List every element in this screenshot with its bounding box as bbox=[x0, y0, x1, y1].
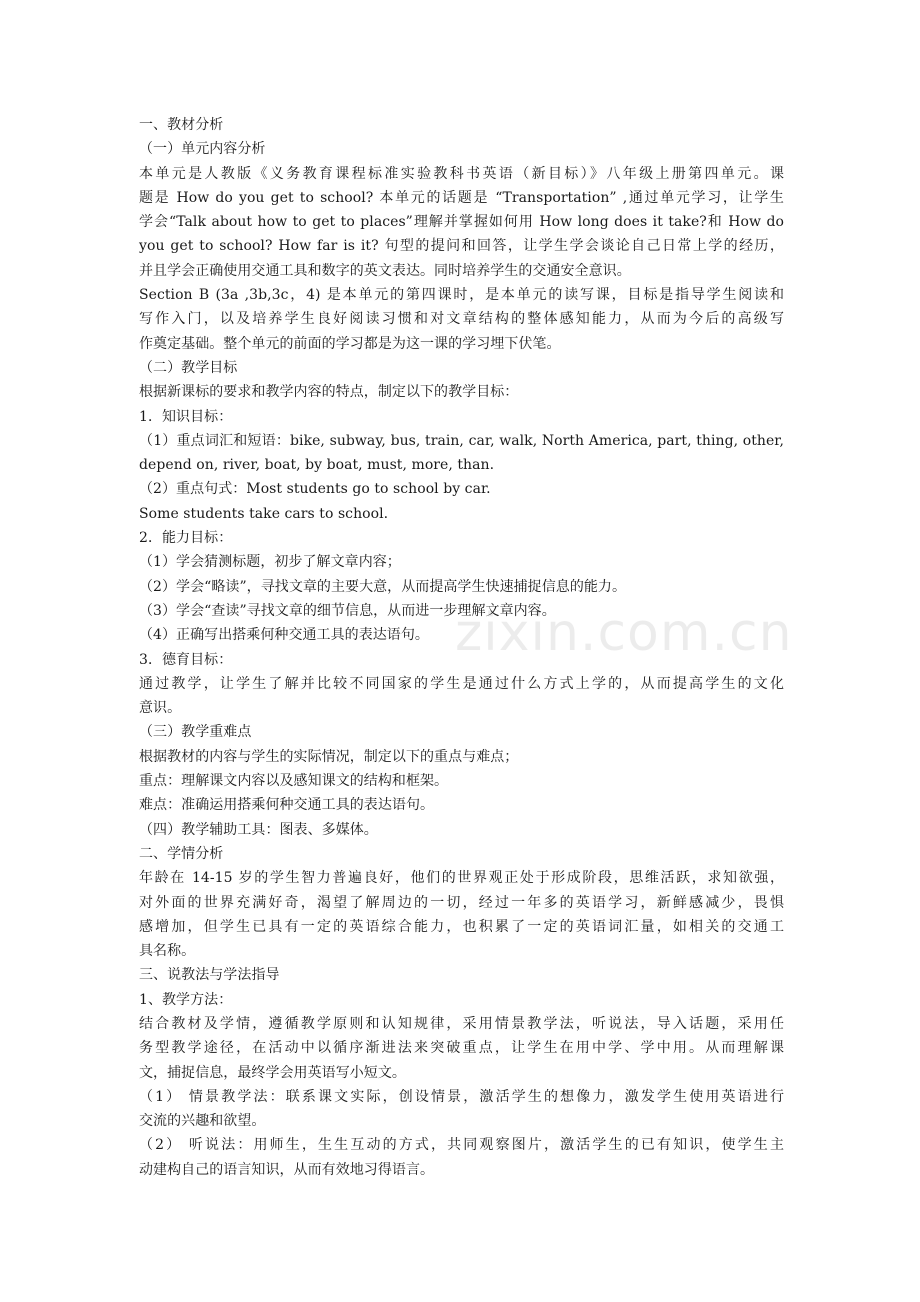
text-line: （3）学会“查读”寻找文章的细节信息，从而进一步理解文章内容。 bbox=[139, 602, 556, 619]
text-line: （2） 听说法：用师生，生生互动的方式，共同观察图片，激活学生的已有知识，使学生主 bbox=[139, 1137, 784, 1154]
text-line: 结合教材及学情，遵循教学原则和认知规律，采用情景教学法，听说法，导入话题，采用任 bbox=[139, 1015, 784, 1032]
text-line: 一、教材分析 bbox=[139, 117, 224, 133]
text-line: 1．知识目标： bbox=[139, 408, 233, 425]
text-line: 交流的兴趣和欲望。 bbox=[139, 1113, 266, 1130]
text-line: 难点：准确运用搭乘何种交通工具的表达语句。 bbox=[139, 797, 435, 814]
text-line: 2．能力目标： bbox=[139, 530, 233, 547]
text-line: 学会“Talk about how to get to places”理解并掌握如何用 How long does it take?和 How do bbox=[139, 214, 784, 231]
text-line: （1） 情景教学法：联系课文实际，创设情景，激活学生的想像力，激发学生使用英语进行 bbox=[139, 1088, 784, 1105]
text-line: 1、教学方法： bbox=[139, 991, 233, 1008]
watermark: zixin.com.cn bbox=[455, 603, 793, 663]
text-line: （四）教学辅助工具：图表、多媒体。 bbox=[139, 821, 378, 838]
text-line: 意识。 bbox=[139, 700, 182, 717]
text-line: （三）教学重难点 bbox=[139, 724, 252, 741]
text-line: 三、说教法与学法指导 bbox=[139, 967, 280, 984]
text-line: 根据教材的内容与学生的实际情况，制定以下的重点与难点； bbox=[139, 748, 519, 765]
text-line: 本单元是人教版《义务教育课程标准实验教科书英语（新目标）》八年级上册第四单元。课 bbox=[139, 165, 784, 182]
text-line: （2）学会“略读”，寻找文章的主要大意，从而提高学生快速捕捉信息的能力。 bbox=[139, 578, 627, 595]
text-line: 文，捕捉信息，最终学会用英语写小短文。 bbox=[139, 1064, 406, 1081]
text-line: （1）学会猜测标题，初步了解文章内容； bbox=[139, 554, 401, 571]
text-line: （一）单元内容分析 bbox=[139, 141, 266, 158]
text-line: you get to school? How far is it? 句型的提问和回答，让学生学会谈论自己日常上学的经历， bbox=[139, 238, 784, 255]
text-line: （1）重点词汇和短语：bike, subway, bus, train, car, walk, North America, part, thing, other, bbox=[139, 432, 784, 449]
text-line: （4）正确写出搭乘何种交通工具的表达语句。 bbox=[139, 627, 429, 644]
text-line: 对外面的世界充满好奇，渴望了解周边的一切，经过一年多的英语学习，新鲜感减少，畏惧 bbox=[139, 894, 784, 911]
text-line: 3．德育目标： bbox=[139, 651, 233, 668]
text-line: 题是 How do you get to school? 本单元的话题是 “Transportation” ,通过单元学习，让学生 bbox=[139, 189, 784, 206]
text-line: 并且学会正确使用交通工具和数字的英文表达。同时培养学生的交通安全意识。 bbox=[139, 262, 631, 279]
text-line: 年龄在 14-15 岁的学生智力普遍良好，他们的世界观正处于形成阶段，思维活跃，求知欲强， bbox=[139, 870, 784, 887]
text-line: depend on, river, boat, by boat, must, more, than. bbox=[139, 457, 495, 474]
text-line: 二、学情分析 bbox=[139, 845, 224, 862]
text-line: 重点：理解课文内容以及感知课文的结构和框架。 bbox=[139, 773, 449, 790]
text-line: Section B (3a ,3b,3c，4) 是本单元的第四课时，是本单元的读写课，目标是指导学生阅读和 bbox=[139, 287, 784, 304]
text-line: Some students take cars to school. bbox=[139, 505, 389, 522]
text-line: 动建构自己的语言知识，从而有效地习得语言。 bbox=[139, 1161, 435, 1178]
text-line: 感增加，但学生已具有一定的英语综合能力，也积累了一定的英语词汇量，如相关的交通工 bbox=[139, 918, 784, 935]
text-line: （2）重点句式：Most students go to school by car. bbox=[139, 481, 491, 498]
text-line: 写作入门，以及培养学生良好阅读习惯和对文章结构的整体感知能力，从而为今后的高级写 bbox=[139, 311, 784, 328]
text-line: 作奠定基础。整个单元的前面的学习都是为这一课的学习埋下伏笔。 bbox=[139, 335, 561, 352]
text-line: 通过教学，让学生了解并比较不同国家的学生是通过什么方式上学的，从而提高学生的文化 bbox=[139, 675, 784, 692]
text-line: 具名称。 bbox=[139, 943, 196, 960]
text-line: 务型教学途径，在活动中以循序渐进法来突破重点，让学生在用中学、学中用。从而理解课 bbox=[139, 1040, 784, 1057]
text-line: （二）教学目标 bbox=[139, 359, 238, 376]
text-line: 根据新课标的要求和教学内容的特点，制定以下的教学目标： bbox=[139, 384, 519, 401]
